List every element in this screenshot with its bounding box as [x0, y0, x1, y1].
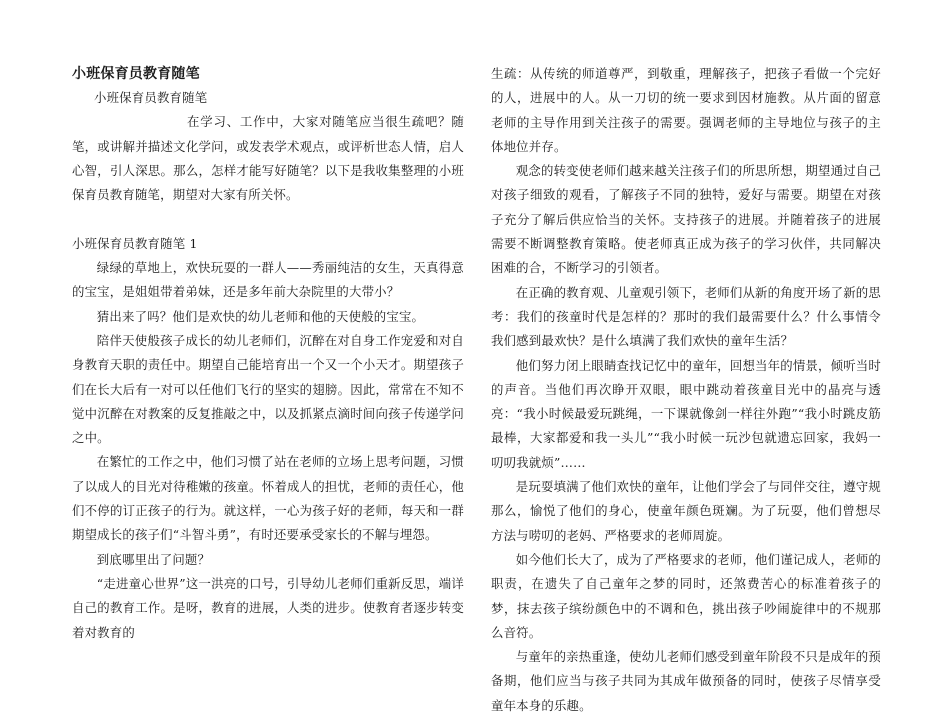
blank-line: [72, 207, 464, 231]
intro-paragraph: 在学习、工作中，大家对随笔应当很生疏吧？随笔，或讲解并描述文化学问，或发表学术观点，或评析世态人情，启人心智，引人深思。那么，怎样才能写好随笔？以下是我收集整理的小班保育员教育随笔，期望对大家有所关怀。: [72, 114, 464, 203]
paragraph: 在正确的教育观、儿童观引领下，老师们从新的角度开场了新的思考：我们的孩童时代是怎样的？那时的我们最需要什么？什么事情令我们感到最欢快？是什么填满了我们欢快的童年生活？: [491, 284, 881, 349]
section-title: 小班保育员教育随笔 1: [72, 235, 198, 251]
paragraph: 猜出来了吗？他们是欢快的幼儿老师和他的天使般的宝宝。: [96, 308, 425, 324]
paragraph: 观念的转变使老师们越来越关注孩子们的所思所想，期望通过自己对孩子细致的观看，了解孩子不同的独特，爱好与需要。期望在对孩子充分了解后供应恰当的关怀。支持孩子的进展。并随着孩子的进展需要不断调整教育策略。使老师真正成为孩子的学习伙伴，共同解决困难的合，不断学习的引领者。: [491, 163, 881, 276]
paragraph: 在繁忙的工作之中，他们习惯了站在老师的立场上思考问题，习惯了以成人的目光对待稚嫩的孩童。怀着成人的担忧，老师的责任心，他们不停的订正孩子的行为。就这样，一心为孩子好的老师，每天和一群期望成长的孩子们“斗智斗勇”，有时还要承受家长的不解与埋怨。: [72, 454, 464, 543]
paragraph: 是玩耍填满了他们欢快的童年，让他们学会了与同伴交往，遵守规那么，愉悦了他们的身心，使童年颜色斑斓。为了玩耍，他们曾想尽方法与唠叨的老妈、严格要求的老师周旋。: [491, 479, 881, 543]
paragraph: 与童年的亲热重逢，使幼儿老师们感受到童年阶段不只是成年的预备期，他们应当与孩子共同为其成年做预备的同时，使孩子尽情享受童年本身的乐趣。: [491, 649, 881, 713]
paragraph: 到底哪里出了问题？: [96, 551, 211, 567]
paragraph: 陪伴天使般孩子成长的幼儿老师们，沉醉在对自身工作宠爱和对自身教育天职的责任中。期望自己能培育出一个又一个小天才。期望孩子们在长大后有一对可以任他们飞行的坚实的翅膀。因此，常常在不知不觉中沉醉在对教案的反复推敲之中，以及抓紧点滴时间向孩子传递学问之中。: [72, 332, 464, 446]
right-column: [491, 62, 881, 718]
paragraph: 如今他们长大了，成为了严格要求的老师，他们谨记成人，老师的职责，在遗失了自己童年之梦的同时，还煞费苦心的标准着孩子的梦，抹去孩子缤纷颜色中的不调和色，挑出孩子吵闹旋律中的不规那么音符。: [491, 551, 881, 640]
paragraph: “走进童心世界”这一洪亮的口号，引导幼儿老师们重新反思，端详自己的教育工作。是呀，教育的进展，人类的进步。使教育者逐步转变着对教育的: [72, 575, 464, 640]
document-subtitle: 小班保育员教育随笔: [94, 90, 208, 105]
paragraph: 生疏：从传统的师道尊严，到敬重，理解孩子，把孩子看做一个完好的人，进展中的人。从一刀切的统一要求到因材施教。从片面的留意老师的主导作用到关注孩子的需要。强调老师的主导地位与孩子的主体地位并存。: [491, 66, 881, 154]
document-title: 小班保育员教育随笔: [72, 66, 200, 82]
left-column: [72, 62, 464, 645]
paragraph: 他们努力闭上眼睛查找记忆中的童年，回想当年的情景，倾听当时的声音。当他们再次睁开双眼，眼中跳动着孩童目光中的晶亮与透亮：“我小时候最爱玩跳绳，一下课就像剑一样往外跑”“我小时跳皮筋最棒，大家都爱和我一头儿”“我小时候一玩沙包就遗忘回家，我妈一叨叨我就烦”……: [491, 357, 881, 470]
paragraph: 绿绿的草地上，欢快玩耍的一群人——秀丽纯洁的女生，天真得意的宝宝，是姐姐带着弟妹，还是多年前大杂院里的大带小？: [72, 260, 464, 300]
